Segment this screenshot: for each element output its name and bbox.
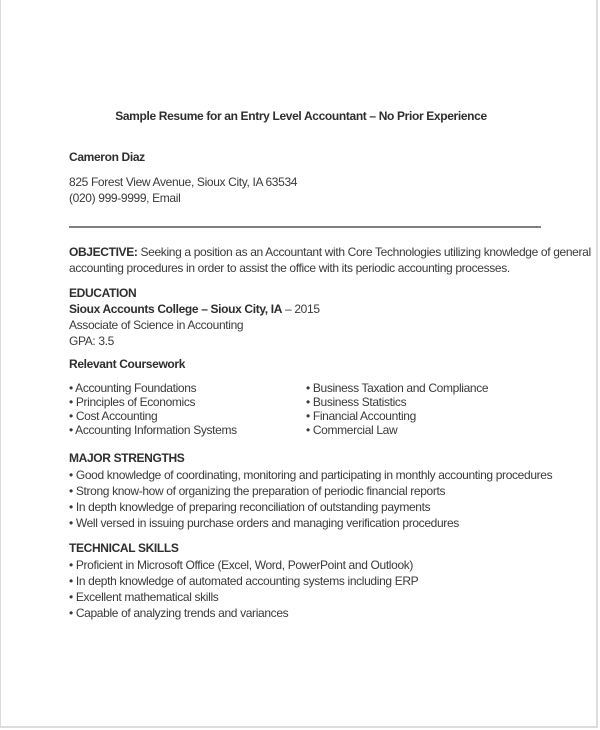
degree: Associate of Science in Accounting [69,318,244,332]
coursework-item: • Cost Accounting [69,409,158,423]
objective-label: OBJECTIVE: [69,245,138,259]
coursework-right-column [306,381,488,437]
skills-heading: TECHNICAL SKILLS [69,541,179,555]
strength-item: • Strong know-how of organizing the preparation of periodic financial reports [69,484,446,498]
address: 825 Forest View Avenue, Sioux City, IA 63534 [69,175,298,189]
coursework-item: • Commercial Law [306,423,398,437]
coursework-left-column [69,381,237,437]
coursework-item: • Business Taxation and Compliance [306,381,489,395]
school-name: Sioux Accounts College – Sioux City, IA [69,302,283,316]
skill-item: • Capable of analyzing trends and variances [69,606,289,620]
coursework-item: • Accounting Foundations [69,381,197,395]
education-school-line [69,301,320,317]
strengths-heading: MAJOR STRENGTHS [69,451,185,465]
coursework-item: • Financial Accounting [306,409,416,423]
coursework-item: • Accounting Information Systems [69,423,237,437]
candidate-name: Cameron Diaz [69,150,145,164]
coursework-item: • Principles of Economics [69,395,196,409]
graduation-year: – 2015 [282,302,320,316]
strength-item: • Well versed in issuing purchase orders and managing verification procedures [69,516,459,530]
coursework-item: • Business Statistics [306,395,407,409]
gpa: GPA: 3.5 [69,334,115,348]
strength-item: • In depth knowledge of preparing reconciliation of outstanding payments [69,500,431,514]
skill-item: • Excellent mathematical skills [69,590,219,604]
objective-text-1: Seeking a position as an Accountant with Core Technologies utilizing knowledge of general [137,245,591,259]
document-title: Sample Resume for an Entry Level Accountant – No Prior Experience [115,109,487,123]
strengths-list [69,467,552,531]
objective-line-2: accounting procedures in order to assist the office with its periodic accounting processes. [69,261,510,275]
objective-line-1 [69,244,591,260]
education-heading: EDUCATION [69,286,137,300]
skill-item: • In depth knowledge of automated accounting systems including ERP [69,574,419,588]
section-divider [69,226,541,228]
strength-item: • Good knowledge of coordinating, monitoring and participating in monthly accounting procedures [69,468,553,482]
skills-list [69,557,418,621]
contact-info: (020) 999-9999, Email [69,191,181,205]
skill-item: • Proficient in Microsoft Office (Excel, Word, PowerPoint and Outlook) [69,558,414,572]
coursework-heading: Relevant Coursework [69,357,186,371]
